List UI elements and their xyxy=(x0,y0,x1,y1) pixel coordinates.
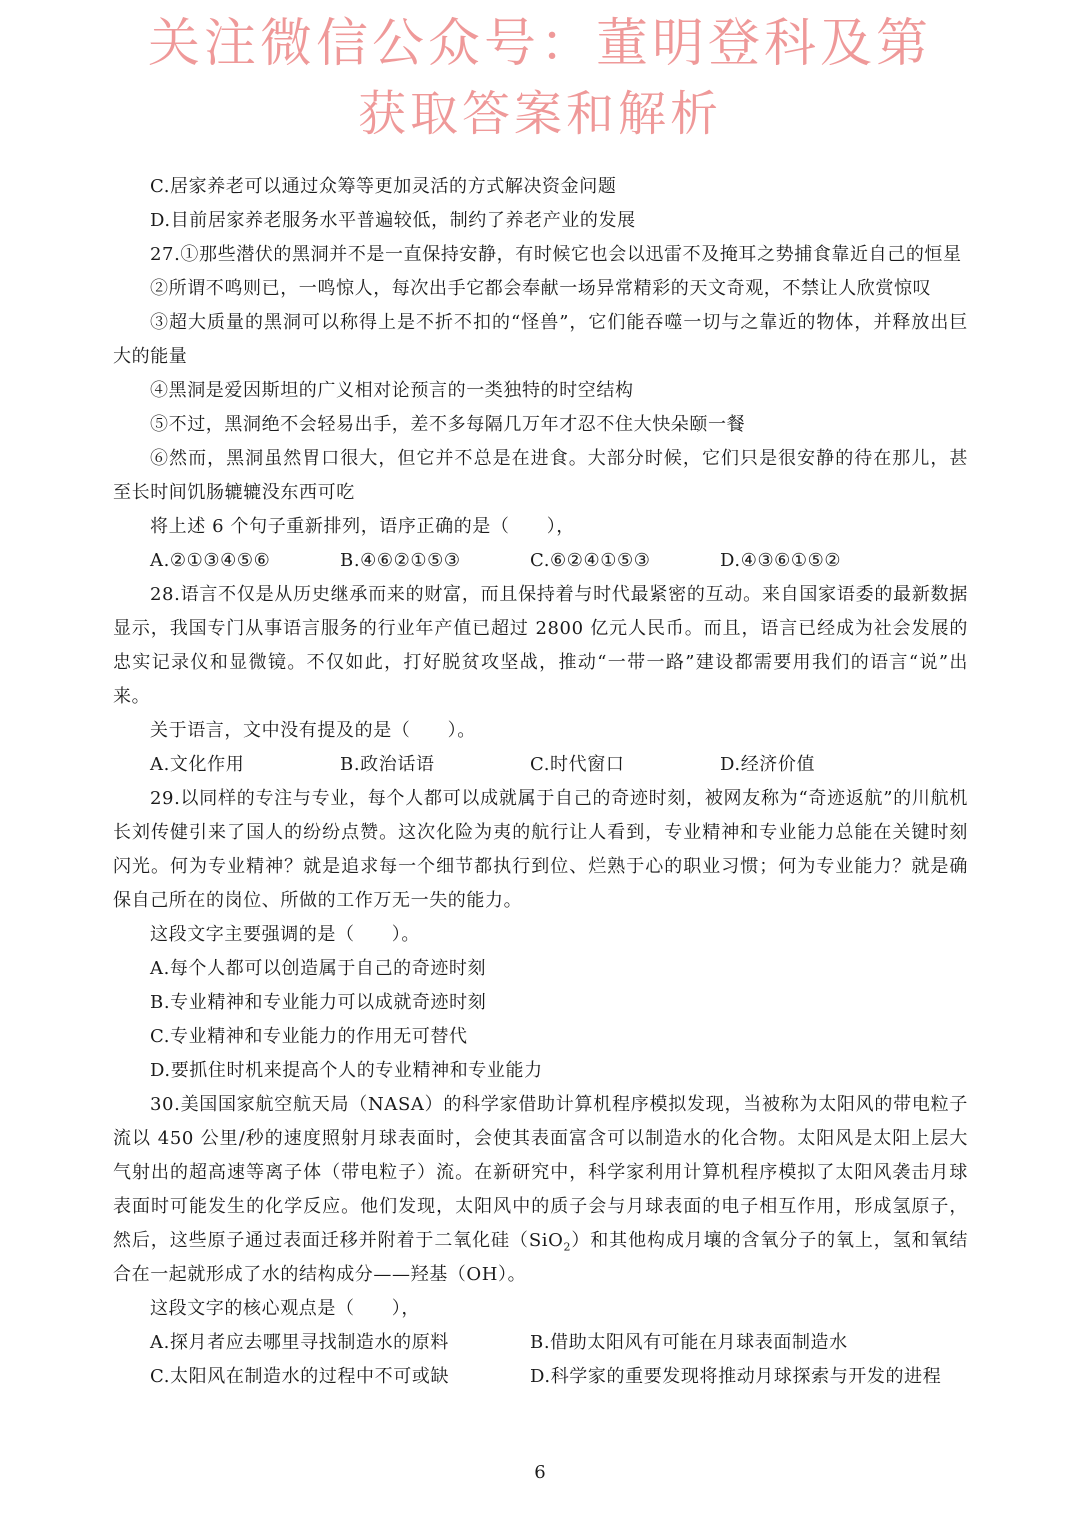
q30-option-b: B.借助太阳风有可能在月球表面制造水 xyxy=(530,1332,848,1353)
q29-text: 29.以同样的专注与专业，每个人都可以成就属于自己的奇迹时刻，被网友称为“奇迹返航”的川航机长刘传健引来了国人的纷纷点赞。这次化险为夷的航行让人看到，专业精神和专业能力总能在关键时刻闪光。何为专业精神？就是追求每一个细节都执行到位、烂熟于心的职业习惯；何为专业能力？就是确保自己所在的岗位、所做的工作万无一失的能力。 xyxy=(113,788,968,911)
q29-option-b: B.专业精神和专业能力可以成就奇迹时刻 xyxy=(150,992,487,1013)
q29-option-c: C.专业精神和专业能力的作用无可替代 xyxy=(150,1026,468,1047)
q27-options xyxy=(113,544,968,578)
q30-option-c: C.太阳风在制造水的过程中不可或缺 xyxy=(150,1366,450,1387)
q27-question: 将上述 6 个句子重新排列，语序正确的是（ ）， xyxy=(150,516,575,537)
q30-options-row-1 xyxy=(113,1326,968,1360)
q27-option-d: D.④③⑥①⑤② xyxy=(720,550,842,571)
q26-option-c: C.居家养老可以通过众筹等更加灵活的方式解决资金问题 xyxy=(150,176,617,197)
q30-question: 这段文字的核心观点是（ ）， xyxy=(150,1298,420,1319)
q28-option-c: C.时代窗口 xyxy=(530,754,625,775)
watermark-line-1: 关注微信公众号：董明登科及第 xyxy=(147,14,932,74)
q27-option-a: A.②①③④⑤⑥ xyxy=(150,550,271,571)
watermark-line-2: 获取答案和解析 xyxy=(357,86,722,142)
page-number: 6 xyxy=(534,1462,546,1483)
q27-sentence-2: ②所谓不鸣则已，一鸣惊人，每次出手它都会奉献一场异常精彩的天文奇观，不禁让人欣赏惊叹 xyxy=(150,278,932,299)
q29-option-d: D.要抓住时机来提高个人的专业精神和专业能力 xyxy=(150,1060,543,1081)
q29-question: 这段文字主要强调的是（ ）。 xyxy=(150,924,420,945)
q27-sentence-5: ⑤不过，黑洞绝不会轻易出手，差不多每隔几万年才忍不住大快朵颐一餐 xyxy=(150,414,746,435)
q30-text xyxy=(113,1088,968,1292)
q27-option-c: C.⑥②④①⑤③ xyxy=(530,550,651,571)
q30-option-d: D.科学家的重要发现将推动月球探索与开发的进程 xyxy=(530,1366,942,1387)
q27-sentence-1: 27.①那些潜伏的黑洞并不是一直保持安静，有时候它也会以迅雷不及掩耳之势捕食靠近自己的恒星 xyxy=(150,244,962,265)
q30-subscript: 2 xyxy=(563,1240,572,1254)
q30-option-a: A.探月者应去哪里寻找制造水的原料 xyxy=(150,1332,449,1353)
q29-option-a: A.每个人都可以创造属于自己的奇迹时刻 xyxy=(150,958,487,979)
q26-option-d: D.目前居家养老服务水平普遍较低，制约了养老产业的发展 xyxy=(150,210,636,231)
q27-sentence-4: ④黑洞是爱因斯坦的广义相对论预言的一类独特的时空结构 xyxy=(150,380,634,401)
q28-text: 28.语言不仅是从历史继承而来的财富，而且保持着与时代最紧密的互动。来自国家语委的最新数据显示，我国专门从事语言服务的行业年产值已超过 2800 亿元人民币。而且，语言已经成为社会发展的忠实记录仪和显微镜。不仅如此，打好脱贫攻坚战，推动“一带一路”建设都需要用我们的语言“说”出来。 xyxy=(113,584,968,707)
q27-sentence-6: ⑥然而，黑洞虽然胃口很大，但它并不总是在进食。大部分时候，它们只是很安静的待在那儿，甚至长时间饥肠辘辘没东西可吃 xyxy=(113,448,968,503)
q28-option-a: A.文化作用 xyxy=(150,754,245,775)
q28-option-d: D.经济价值 xyxy=(720,754,816,775)
q28-options xyxy=(113,748,968,782)
q28-option-b: B.政治话语 xyxy=(340,754,435,775)
document-page xyxy=(113,170,968,1394)
q30-text-b: ）和其他构成月壤的含氧分子的氧上，氢和氧结合在一起就形成了水的结构成分——羟基（OH）。 xyxy=(113,1230,968,1285)
q27-sentence-3: ③超大质量的黑洞可以称得上是不折不扣的“怪兽”，它们能吞噬一切与之靠近的物体，并释放出巨大的能量 xyxy=(113,312,968,367)
q28-question: 关于语言，文中没有提及的是（ ）。 xyxy=(150,720,476,741)
q30-text-a: 30.美国国家航空航天局（NASA）的科学家借助计算机程序模拟发现，当被称为太阳风的带电粒子流以 450 公里/秒的速度照射月球表面时，会使其表面富含可以制造水的化合物。太阳风是太阳上层大气射出的超高速等离子体（带电粒子）流。在新研究中，科学家利用计算机程序模拟了太阳风袭击月球表面时可能发生的化学反应。他们发现，太阳风中的质子会与月球表面的电子相互作用，形成氢原子，然后，这些原子通过表面迁移并附着于二氧化硅（SiO xyxy=(113,1094,968,1251)
q27-option-b: B.④⑥②①⑤③ xyxy=(340,550,461,571)
q30-options-row-2 xyxy=(113,1360,968,1394)
